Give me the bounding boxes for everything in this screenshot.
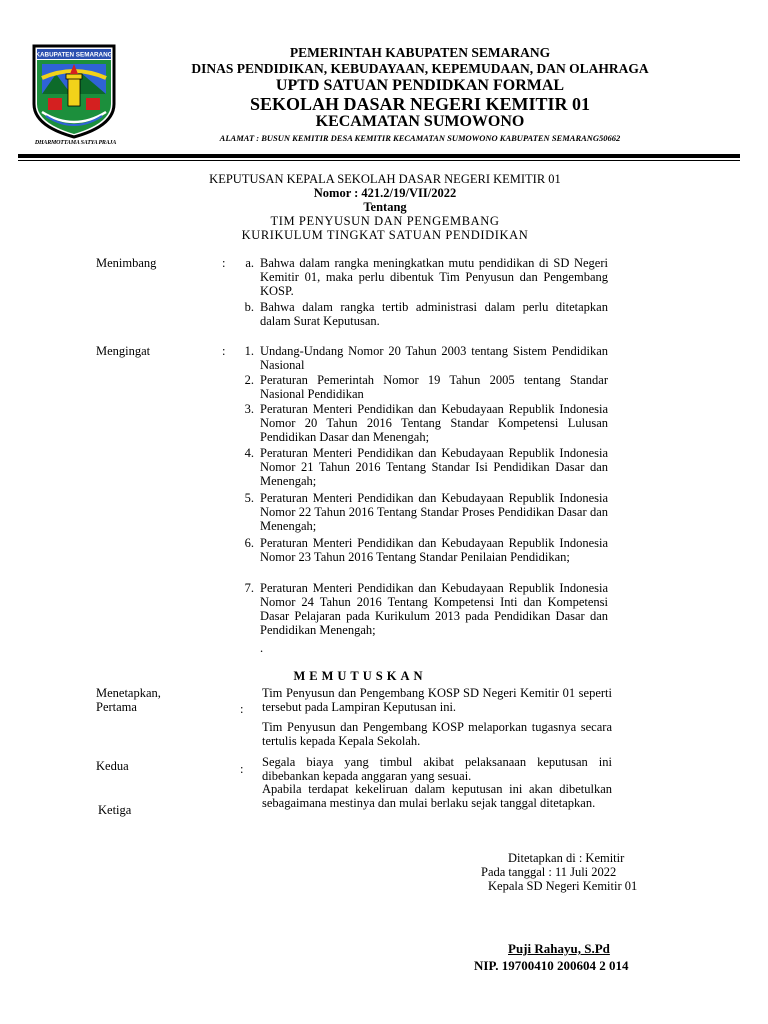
- pertama-colon: :: [240, 702, 244, 716]
- letterhead-rule-thick: [18, 154, 740, 158]
- menimbang-label: Menimbang: [96, 256, 157, 270]
- decree-subject-1: TIM PENYUSUN DAN PENGEMBANG: [270, 214, 500, 228]
- signature-position: Kepala SD Negeri Kemitir 01: [488, 879, 638, 893]
- ketiga-label: Ketiga: [98, 803, 132, 817]
- menimbang-marker: a.: [245, 256, 254, 270]
- mengingat-item: Undang-Undang Nomor 20 Tahun 2003 tentang Sistem Pendidikan Nasional: [260, 344, 608, 372]
- mengingat-label: Mengingat: [96, 344, 151, 358]
- kedua-text: Segala biaya yang timbul akibat pelaksanaan keputusan ini dibebankan kepada anggaran yang sesuai.: [262, 755, 612, 783]
- decree-subject-2: KURIKULUM TINGKAT SATUAN PENDIDIKAN: [241, 228, 529, 242]
- menetapkan-label: Menetapkan,: [96, 686, 161, 700]
- mengingat-item: Peraturan Menteri Pendidikan dan Kebudayaan Republik Indonesia Nomor 21 Tahun 2016 Tentang Standar Isi Pendidikan Dasar dan Menengah;: [260, 446, 608, 488]
- letterhead-school: SEKOLAH DASAR NEGERI KEMITIR 01: [249, 94, 591, 114]
- signature-place: Ditetapkan di : Kemitir: [508, 851, 625, 865]
- menimbang-colon: :: [222, 256, 226, 270]
- mengingat-marker: 4.: [244, 446, 254, 460]
- letterhead-uptd: UPTD SATUAN PENDIDKAN FORMAL: [275, 77, 565, 94]
- kabupaten-semarang-logo: [30, 42, 118, 140]
- mengingat-item: Peraturan Menteri Pendidikan dan Kebudayaan Republik Indonesia Nomor 20 Tahun 2016 Tentang Standar Kompetensi Lulusan Pendidikan Dasar dan Menengah;: [260, 402, 608, 444]
- signature-date: Pada tanggal : 11 Juli 2022: [481, 865, 617, 879]
- signatory-nip: NIP. 19700410 200604 2 014: [474, 958, 629, 973]
- letterhead-district: KECAMATAN SUMOWONO: [315, 113, 525, 130]
- mengingat-marker: 3.: [244, 402, 254, 416]
- mengingat-item: Peraturan Menteri Pendidikan dan Kebudayaan Republik Indonesia Nomor 24 Tahun 2016 Tentang Kompetensi Inti dan Kompetensi Dasar Pelajaran pada Kurikulum 2013 pada Pendidikan Dasar dan Pendidikan Menengah;: [260, 581, 608, 637]
- kedua-colon: :: [240, 762, 244, 776]
- pertama-text-2: Tim Penyusun dan Pengembang KOSP melaporkan tugasnya secara tertulis kepada Kepala Sekolah.: [262, 720, 612, 748]
- letterhead-rule-thin: [18, 160, 740, 161]
- decree-title: KEPUTUSAN KEPALA SEKOLAH DASAR NEGERI KEMITIR 01: [209, 172, 561, 186]
- mengingat-marker: 5.: [244, 491, 254, 505]
- logo-label: KABUPATEN SEMARANG: [35, 51, 113, 59]
- menimbang-item: Bahwa dalam rangka meningkatkan mutu pendidikan di SD Negeri Kemitir 01, maka perlu dibentuk Tim Penyusun dan Pengembang KOSP.: [260, 256, 608, 298]
- decree-about: Tentang: [363, 200, 407, 214]
- menimbang-marker: b.: [244, 300, 254, 314]
- menimbang-item: Bahwa dalam rangka tertib administrasi dalam perlu ditetapkan dalam Surat Keputusan.: [260, 300, 608, 328]
- ketiga-text: Apabila terdapat kekeliruan dalam keputusan ini akan dibetulkan sebagaimana mestinya dan mulai berlaku sejak tanggal ditetapkan.: [262, 782, 612, 810]
- signatory-name: Puji Rahayu, S.Pd: [508, 941, 610, 956]
- pertama-text: Tim Penyusun dan Pengembang KOSP SD Negeri Kemitir 01 seperti tersebut pada Lampiran Keputusan ini.: [262, 686, 612, 714]
- kedua-label: Kedua: [96, 759, 129, 773]
- mengingat-colon: :: [222, 344, 226, 358]
- mengingat-marker: 6.: [244, 536, 254, 550]
- mengingat-marker: 7.: [244, 581, 254, 595]
- pertama-label: Pertama: [96, 700, 137, 714]
- letterhead-government: PEMERINTAH KABUPATEN SEMARANG: [289, 45, 551, 60]
- mengingat-item: Peraturan Menteri Pendidikan dan Kebudayaan Republik Indonesia Nomor 22 Tahun 2016 Tentang Standar Proses Pendidikan Dasar dan Menengah;: [260, 491, 608, 533]
- logo-motto: DHARMOTTAMA SATYA PRAJA: [34, 140, 117, 146]
- decree-number: Nomor : 421.2/19/VII/2022: [313, 186, 457, 200]
- mengingat-item: Peraturan Menteri Pendidikan dan Kebudayaan Republik Indonesia Nomor 23 Tahun 2016 Tentang Standar Penilaian Pendidikan;: [260, 536, 608, 564]
- mengingat-marker: 2.: [244, 373, 254, 387]
- mengingat-marker: 1.: [244, 344, 254, 358]
- mengingat-trailing-dot: .: [260, 641, 264, 655]
- decision-heading: MEMUTUSKAN: [293, 669, 427, 683]
- letterhead-department: DINAS PENDIDIKAN, KEBUDAYAAN, KEPEMUDAAN, DAN OLAHRAGA: [191, 61, 649, 76]
- mengingat-item: Peraturan Pemerintah Nomor 19 Tahun 2005 tentang Standar Nasional Pendidikan: [260, 373, 608, 401]
- letterhead-address: ALAMAT : BUSUN KEMITIR DESA KEMITIR KECAMATAN SUMOWONO KABUPATEN SEMARANG50662: [219, 133, 621, 143]
